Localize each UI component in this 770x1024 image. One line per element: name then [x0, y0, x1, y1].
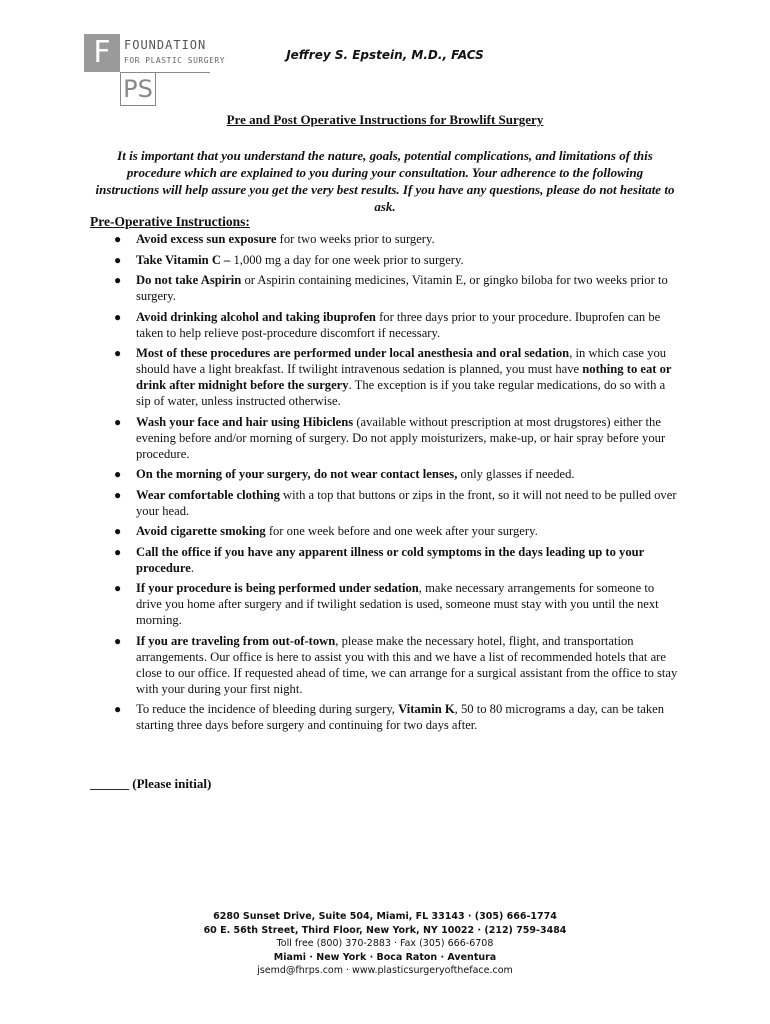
list-item: [90, 414, 682, 462]
bullet-icon: ●: [114, 252, 122, 267]
item-text: , 50 to 80 micrograms a day, can be taken starting three days before surgery and continuing for two days after.: [136, 702, 665, 732]
item-text: or Aspirin containing medicines, Vitamin E, or gingko biloba for two weeks prior to surgery.: [136, 273, 668, 303]
document-title: Pre and Post Operative Instructions for Browlift Surgery: [226, 112, 544, 127]
item-bold: On the morning of your surgery, do not wear contact lenses,: [136, 467, 458, 481]
item-bold: Avoid drinking alcohol and taking ibuprofen: [136, 309, 376, 324]
list-item: [90, 231, 682, 247]
item-bold: If your procedure is being performed under sedation: [136, 581, 419, 595]
item-text: (available without prescription at most drugstores) either the evening before and/or morning of surgery. Do not apply moisturizers, make-up, or hair spray before your procedure.: [136, 414, 666, 461]
item-text: for one week before and one week after your surgery.: [265, 524, 538, 538]
bullet-icon: ●: [114, 581, 122, 595]
item-text: for three days prior to your procedure. Ibuprofen can be taken to help relieve post-procedure discomfort if necessary.: [136, 309, 661, 340]
footer-contact: jsemd@fhrps.com · www.plasticsurgeryoftheface.com: [257, 965, 513, 976]
item-bold: If you are traveling from out-of-town: [136, 633, 336, 648]
item-bold: Vitamin K: [398, 702, 455, 716]
list-item: [90, 544, 682, 576]
bullet-icon: ●: [114, 232, 122, 246]
bullet-icon: ●: [114, 524, 122, 538]
item-text: only glasses if needed.: [457, 467, 575, 481]
bullet-icon: ●: [114, 346, 122, 360]
list-item: [90, 633, 682, 697]
bullet-icon: ●: [114, 273, 122, 287]
item-bold: Wear comfortable clothing: [136, 487, 280, 502]
doctor-name: Jeffrey S. Epstein, M.D., FACS: [286, 48, 484, 62]
initial-line: ______ (Please initial): [90, 776, 212, 791]
item-text: , in which case you should have a light breakfast. If twilight intravenous sedation is planned, you must have: [136, 346, 667, 376]
logo-ps-box: PS: [120, 72, 156, 106]
instruction-list: [90, 231, 682, 738]
item-bold: Do not take Aspirin: [136, 273, 242, 287]
item-text: , please make the necessary hotel, flight, and transportation arrangements. Our office is here to assist you with this and we have a list of recommended hotels that are close to our office. If requested ahead of time, we can arrange for a surgical assistant from the office to stay with your during your first night.: [136, 633, 678, 696]
item-bold: Take Vitamin C –: [136, 252, 231, 267]
item-bold: nothing to eat or drink after midnight before the surgery: [136, 362, 672, 392]
item-bold: Call the office if you have any apparent illness or cold symptoms in the days leading up to your procedure: [136, 544, 644, 575]
list-item: [90, 252, 682, 268]
intro-paragraph: It is important that you understand the nature, goals, potential complications, and limitations of this procedure which are explained to you during your consultation. Your adherence to the following instructions will help assure you get the very best results. If you have any questions, please do not hesitate to ask.: [95, 148, 675, 214]
logo-f-box: F: [84, 34, 120, 72]
list-item: [90, 345, 682, 409]
footer-locations: Miami · New York · Boca Raton · Aventura: [273, 951, 497, 963]
item-bold: Wash your face and hair using Hibiclens: [136, 414, 354, 429]
item-text: . The exception is if you take regular medications, do so with a sip of water, unless instructed otherwise.: [136, 378, 666, 408]
logo-word-foundation: FOUNDATION: [124, 38, 207, 52]
bullet-icon: ●: [114, 467, 122, 481]
list-item: [90, 580, 682, 628]
footer: [0, 910, 770, 978]
item-text: 1,000 mg a day for one week prior to surgery.: [230, 252, 464, 267]
list-item: [90, 701, 682, 733]
item-bold: Avoid cigarette smoking: [136, 524, 266, 538]
bullet-icon: ●: [114, 487, 122, 502]
item-text: .: [190, 560, 194, 575]
section-heading-pre-op: Pre-Operative Instructions:: [90, 214, 250, 229]
item-text: with a top that buttons or zips in the front, so it will not need to be pulled over your head.: [136, 487, 677, 518]
bullet-icon: ●: [114, 309, 122, 324]
bullet-icon: ●: [114, 414, 122, 429]
list-item: [90, 309, 682, 341]
list-item: [90, 487, 682, 519]
list-item: [90, 466, 682, 482]
item-text: To reduce the incidence of bleeding during surgery,: [136, 702, 399, 716]
item-bold: Most of these procedures are performed under local anesthesia and oral sedation: [136, 346, 570, 360]
foundation-logo: [84, 34, 224, 110]
item-text: for two weeks prior to surgery.: [276, 232, 435, 246]
item-bold: Avoid excess sun exposure: [136, 232, 277, 246]
logo-word-plastic-surgery: FOR PLASTIC SURGERY: [124, 56, 226, 65]
bullet-icon: ●: [114, 544, 122, 559]
list-item: [90, 523, 682, 539]
item-text: , make necessary arrangements for someone to drive you home after surgery and if twilight sedation is used, someone must stay with you until the next morning.: [136, 581, 659, 627]
bullet-icon: ●: [114, 633, 122, 648]
bullet-icon: ●: [114, 702, 122, 716]
footer-phones: Toll free (800) 370-2883 · Fax (305) 666-6708: [276, 938, 494, 949]
footer-address-new-york: 60 E. 56th Street, Third Floor, New York, NY 10022 · (212) 759-3484: [203, 924, 567, 936]
footer-address-miami: 6280 Sunset Drive, Suite 504, Miami, FL 33143 · (305) 666-1774: [213, 911, 557, 922]
list-item: [90, 272, 682, 304]
